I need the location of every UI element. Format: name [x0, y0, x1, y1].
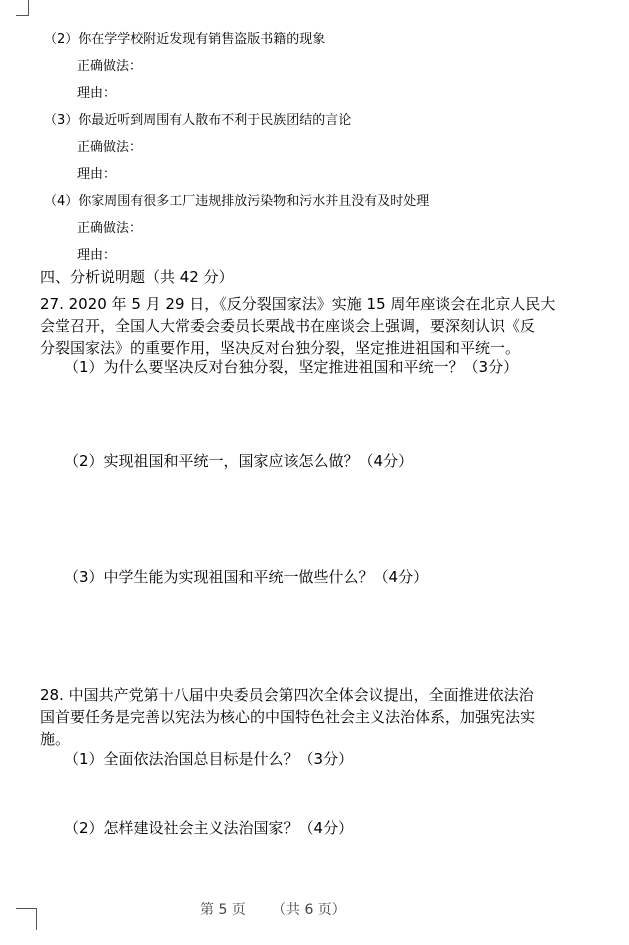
question-27-sub-1: （1）为什么要坚决反对台独分裂，坚定推进祖国和平统一？（3分）	[64, 358, 519, 376]
question-28-line: 国首要任务是完善以宪法为核心的中国特色社会主义法治体系，加强宪法实	[40, 708, 536, 726]
question-27-line: 分裂国家法》的重要作用，坚决反对台独分裂，坚定推进祖国和平统一。	[40, 339, 521, 357]
crop-mark-top-left-horizontal	[16, 15, 29, 16]
question-2-answer-label: 正确做法：	[77, 59, 143, 74]
question-27-line: 27. 2020 年 5 月 29 日，《反分裂国家法》实施 15 周年座谈会在北京人民大	[40, 295, 556, 313]
section-title: 四、分析说明题（共 42 分）	[40, 268, 234, 286]
crop-mark-top-left-vertical	[28, 0, 29, 16]
footer-page-number: 第 5 页	[200, 902, 246, 918]
question-3-reason-label: 理由：	[77, 167, 117, 182]
question-2-text: （2）你在学学校附近发现有销售盗版书籍的现象	[44, 32, 326, 47]
crop-mark-bottom-left-horizontal	[16, 908, 36, 909]
question-27-sub-3: （3）中学生能为实现祖国和平统一做些什么？（4分）	[64, 568, 429, 586]
question-28-line: 施。	[40, 730, 71, 748]
question-28-sub-1: （1）全面依法治国总目标是什么？（3分）	[64, 750, 354, 768]
question-27-line: 会堂召开，全国人大常委会委员长栗战书在座谈会上强调，要深刻认识《反	[40, 317, 536, 335]
question-2-reason-label: 理由：	[77, 86, 117, 101]
question-3-answer-label: 正确做法：	[77, 140, 143, 155]
question-28-line: 28. 中国共产党第十八届中央委员会第四次全体会议提出，全面推进依法治	[40, 686, 534, 704]
question-4-answer-label: 正确做法：	[77, 221, 143, 236]
question-4-reason-label: 理由：	[77, 248, 117, 263]
question-4-text: （4）你家周围有很多工厂违规排放污染物和污水并且没有及时处理	[44, 194, 430, 209]
footer-total-pages: （共 6 页）	[272, 902, 346, 918]
crop-mark-bottom-left-vertical	[36, 908, 37, 930]
question-28-sub-2: （2）怎样建设社会主义法治国家？（4分）	[64, 819, 354, 837]
question-27-sub-2: （2）实现祖国和平统一，国家应该怎么做？（4分）	[64, 452, 414, 470]
question-3-text: （3）你最近听到周围有人散布不利于民族团结的言论	[44, 113, 352, 128]
